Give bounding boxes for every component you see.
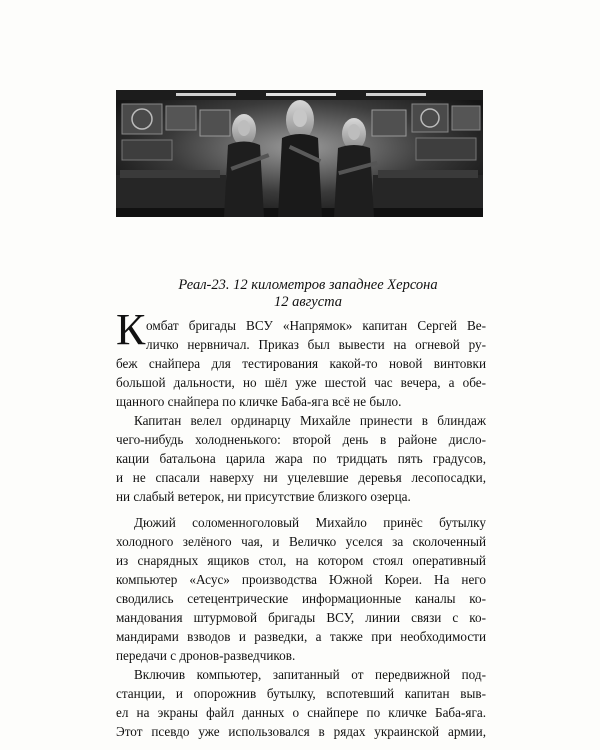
paragraph-4: [116, 665, 486, 741]
paragraph-3: [116, 513, 486, 665]
chapter-heading: [8, 277, 600, 311]
text-line: щанного снайпера по кличке Баба-яга всё не было.: [116, 394, 402, 409]
text-line: мандирами взводов и разведки, а также при необходимости: [116, 629, 486, 644]
text-line: ел на экраны файл данных о снайпере по кличке Баба-яга.: [116, 705, 486, 720]
text-line: кации батальона царила жара по тридцать пять градусов,: [116, 451, 486, 466]
text-line: беж снайпера для тестирования какой-то новой винтовки: [116, 356, 486, 371]
text-line: передачи с дронов-разведчиков.: [116, 648, 296, 663]
text-line: Этот псевдо уже использовался в рядах украинской армии,: [116, 724, 486, 739]
text-line: из снарядных ящиков стол, на котором стоял оперативный: [116, 553, 486, 568]
body-text: [116, 305, 486, 741]
text-line: ни слабый ветерок, ни присутствие близкого озерца.: [116, 489, 411, 504]
text-line: компьютер «Асус» производства Южной Кореи. На него: [116, 572, 486, 587]
heading-place: Реал-23. 12 километров западнее Херсона: [178, 277, 438, 293]
paragraph-1: [116, 305, 486, 411]
heading-date: 12 августа: [273, 294, 343, 310]
text-line: чего-нибудь холодненького: второй день в районе дисло-: [116, 432, 486, 447]
text-line: Капитан велел ординарцу Михайле принести в блиндаж: [134, 413, 486, 428]
drop-cap: К: [116, 305, 146, 354]
text-line: и не спасали наверху ни уцелевшие деревья лесопосадки,: [116, 470, 486, 485]
text-line: личко нервничал. Приказ был вывести на огневой ру-: [146, 337, 486, 352]
text-line: Дюжий соломенноголовый Михайло принёс бутылку: [134, 515, 486, 530]
text-line: омбат бригады ВСУ «Напрямок» капитан Сергей Ве-: [146, 318, 486, 333]
text-line: мандования штурмовой бригады ВСУ, линии связи с ко-: [116, 610, 486, 625]
text-line: большой дальности, но шёл уже шестой час вечера, а обе-: [116, 375, 486, 390]
text-line: станции, и опорожнив бутылку, вспотевший капитан выв-: [116, 686, 486, 701]
text-line: Включив компьютер, запитанный от передвижной под-: [134, 667, 486, 682]
text-line: холодного зелёного чая, и Величко уселся за сколоченный: [116, 534, 486, 549]
three-women-command-center-image: [116, 90, 483, 217]
paragraph-2: [116, 411, 486, 506]
text-line: сводились сетецентрические информационные каналы ко-: [116, 591, 486, 606]
chapter-illustration: [116, 90, 483, 217]
